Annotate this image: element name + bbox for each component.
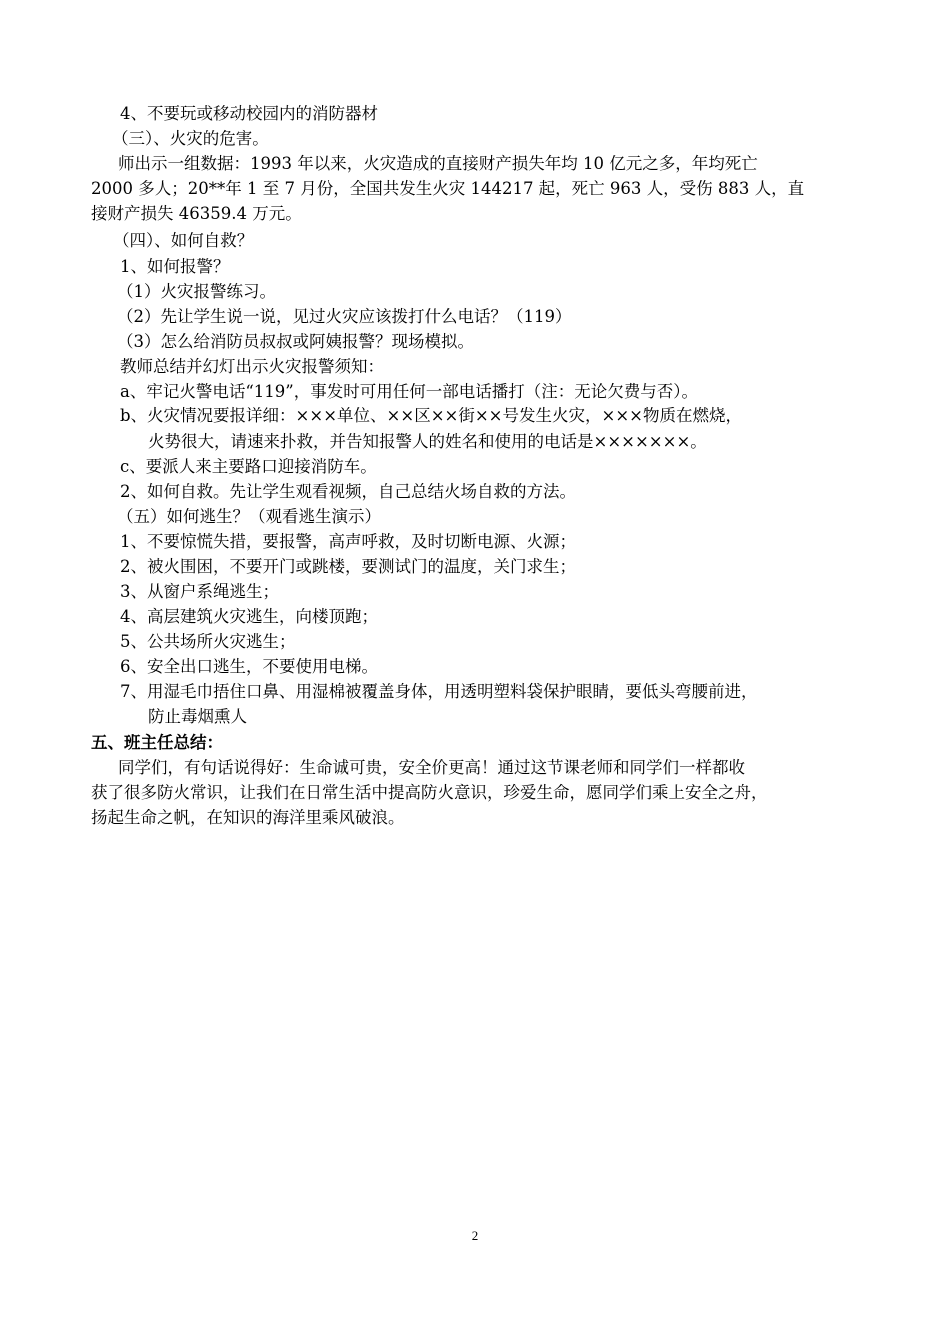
list-item: 7、用湿毛巾捂住口鼻、用湿棉被覆盖身体，用透明塑料袋保护眼睛，要低头弯腰前进， [120, 682, 758, 701]
list-item: 6、安全出口逃生，不要使用电梯。 [120, 657, 378, 676]
list-item: 3、从窗户系绳逃生； [120, 582, 279, 601]
text-line: （2）先让学生说一说，见过火灾应该拨打什么电话？（119） [117, 307, 572, 326]
list-item: 2、被火围困，不要开门或跳楼，要测试门的温度，关门求生； [120, 557, 576, 576]
list-item: 1、不要惊慌失措，要报警，高声呼救，及时切断电源、火源； [120, 532, 576, 551]
section-heading: （三）、火灾的危害。 [112, 129, 269, 148]
list-item: 5、公共场所火灾逃生； [120, 632, 296, 651]
text-line: 同学们，有句话说得好：生命诚可贵，安全价更高！通过这节课老师和同学们一样都收 [118, 758, 745, 777]
text-line: 教师总结并幻灯出示火灾报警须知： [120, 357, 384, 376]
section-heading: （五）如何逃生？（观看逃生演示） [117, 507, 381, 526]
text-line: 1、如何报警？ [120, 257, 230, 276]
text-line: 防止毒烟熏人 [148, 707, 247, 726]
text-line: 2、如何自救。先让学生观看视频，自己总结火场自救的方法。 [120, 482, 576, 501]
text-line: a、牢记火警电话“119”，事发时可用任何一部电话播打（注：无论欠费与否）。 [120, 382, 698, 401]
text-line: 扬起生命之帆，在知识的海洋里乘风破浪。 [91, 808, 405, 827]
text-line: 2000 多人；20**年 1 至 7 月份，全国共发生火灾 144217 起，死亡 963 人，受伤 883 人，直 [91, 179, 805, 198]
list-item: 4、高层建筑火灾逃生，向楼顶跑； [120, 607, 378, 626]
section-heading: （四）、如何自救？ [113, 231, 254, 250]
text-line: （3）怎么给消防员叔叔或阿姨报警？现场模拟。 [117, 332, 474, 351]
text-line: 接财产损失 46359.4 万元。 [91, 204, 302, 223]
text-line: 获了很多防火常识，让我们在日常生活中提高防火意识，珍爱生命，愿同学们乘上安全之舟， [91, 783, 768, 802]
text-line: 师出示一组数据：1993 年以来，火灾造成的直接财产损失年均 10 亿元之多，年均死亡 [118, 154, 758, 173]
page-number: 2 [471, 1228, 479, 1243]
text-line: b、火灾情况要报详细：×××单位、××区××街××号发生火灾，×××物质在燃烧， [120, 406, 742, 425]
text-line: （1）火灾报警练习。 [117, 282, 276, 301]
text-line: c、要派人来主要路口迎接消防车。 [120, 457, 377, 476]
section-heading: 五、班主任总结： [91, 733, 223, 752]
text-line: 4、不要玩或移动校园内的消防器材 [120, 104, 378, 123]
text-line: 火势很大，请速来扑救，并告知报警人的姓名和使用的电话是×××××××。 [148, 432, 707, 451]
